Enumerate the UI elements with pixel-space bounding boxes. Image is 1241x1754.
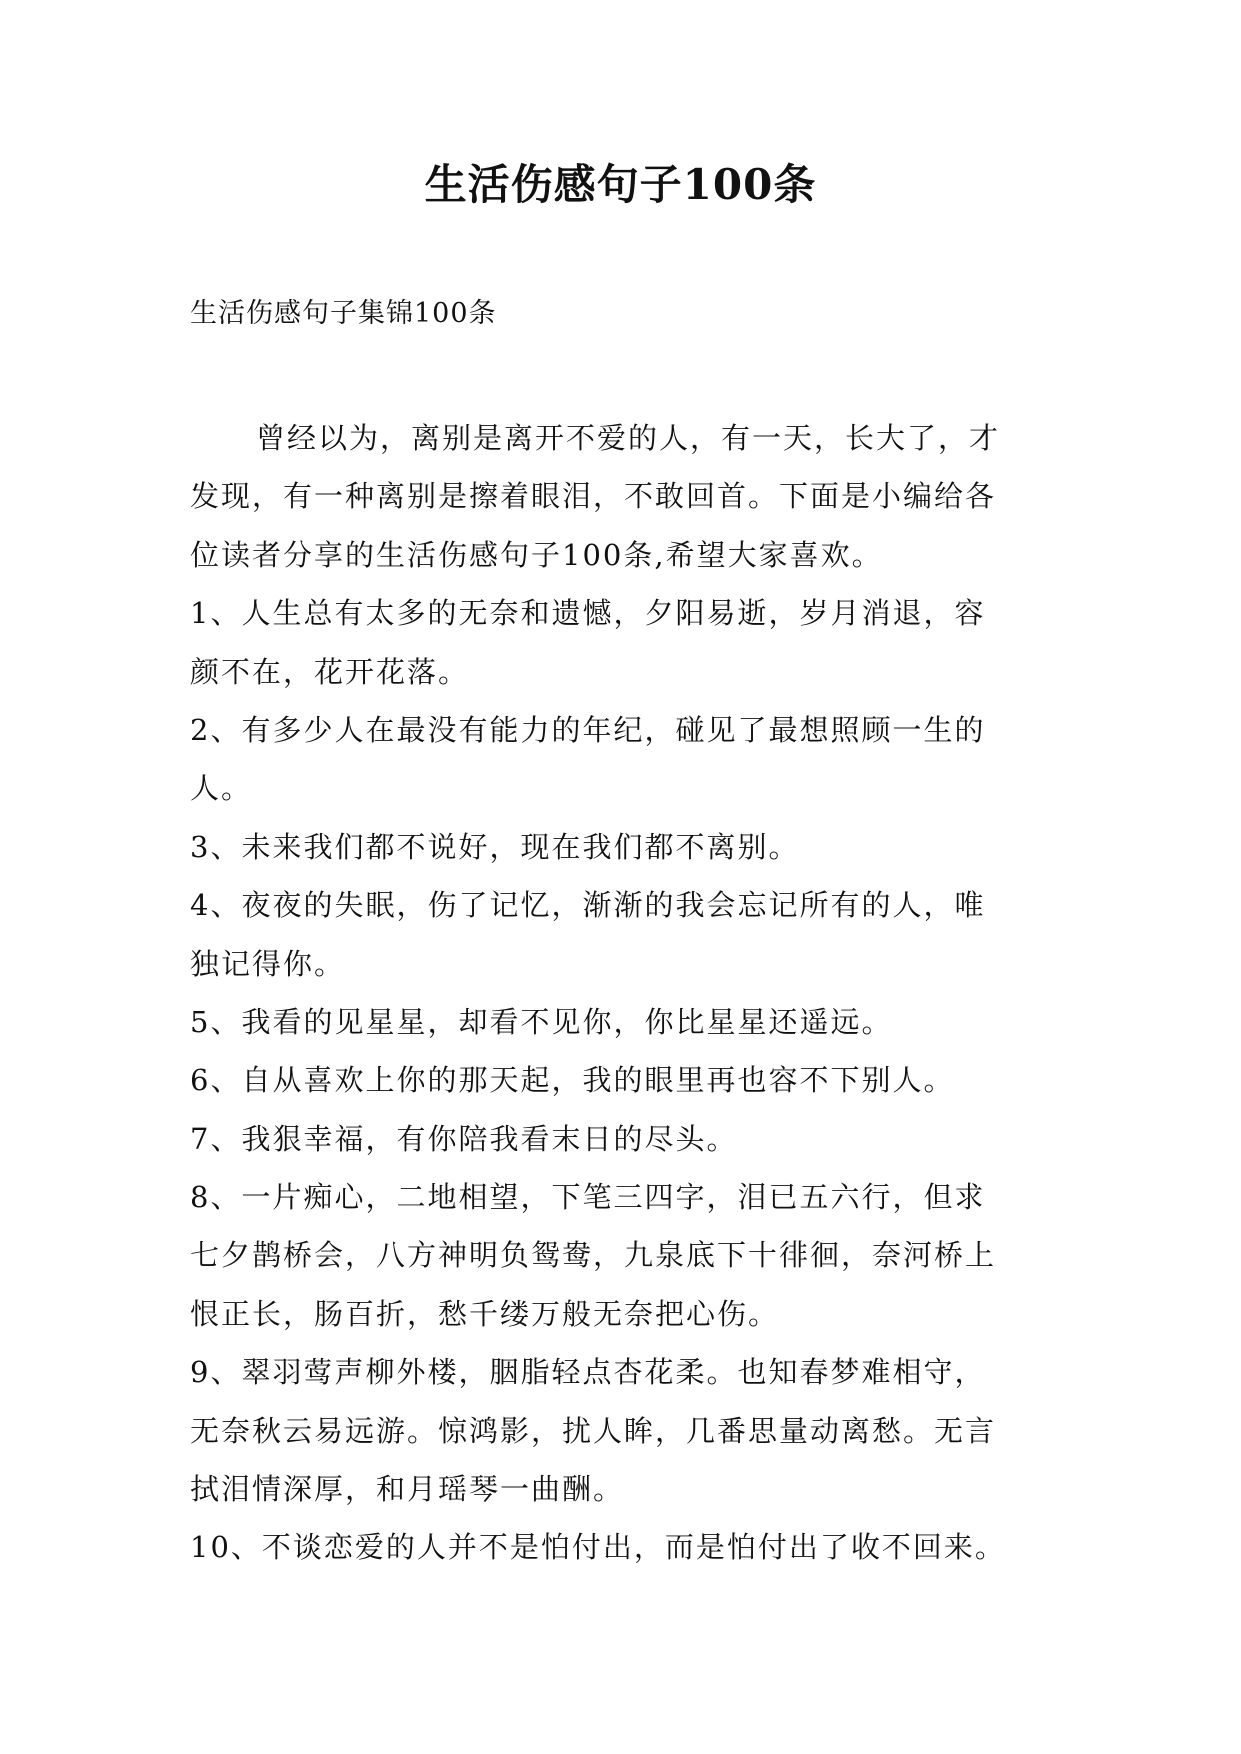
sentence-line: 恨正长，肠百折，愁千缕万般无奈把心伤。	[190, 1296, 780, 1331]
sentence-line: 4、夜夜的失眠，伤了记忆，渐渐的我会忘记所有的人，唯	[190, 888, 986, 923]
sentence-line: 拭泪情深厚，和月瑶琴一曲酬。	[190, 1472, 625, 1507]
document-subtitle: 生活伤感句子集锦100条	[190, 298, 497, 329]
sentence-line: 8、一片痴心，二地相望，下笔三四字，泪已五六行，但求	[190, 1180, 986, 1215]
sentence-line: 无奈秋云易远游。惊鸿影，扰人眸，几番思量动离愁。无言	[190, 1413, 997, 1448]
sentence-line: 颜不在，花开花落。	[190, 654, 470, 689]
sentence-line: 1、人生总有太多的无奈和遗憾，夕阳易逝，岁月消退，容	[190, 596, 986, 631]
sentence-line: 3、未来我们都不说好，现在我们都不离别。	[190, 829, 800, 864]
document-title: 生活伤感句子100条	[424, 160, 817, 209]
sentence-line: 独记得你。	[190, 946, 346, 981]
intro-line: 发现，有一种离别是擦着眼泪，不敢回首。下面是小编给各	[190, 479, 997, 514]
sentence-line: 6、自从喜欢上你的那天起，我的眼里再也容不下别人。	[190, 1063, 955, 1098]
sentence-line: 9、翠羽莺声柳外楼，胭脂轻点杏花柔。也知春梦难相守，	[190, 1355, 986, 1390]
sentence-line: 5、我看的见星星，却看不见你，你比星星还遥远。	[190, 1004, 893, 1039]
sentence-line: 人。	[190, 771, 253, 806]
intro-line: 曾经以为，离别是离开不爱的人，有一天，长大了，才	[256, 421, 1001, 455]
body-text	[190, 409, 1070, 1577]
sentence-line: 2、有多少人在最没有能力的年纪，碰见了最想照顾一生的	[190, 712, 986, 747]
sentence-line: 7、我狠幸福，有你陪我看末日的尽头。	[190, 1121, 738, 1156]
intro-line: 位读者分享的生活伤感句子100条,希望大家喜欢。	[190, 537, 883, 572]
sentence-line: 七夕鹊桥会，八方神明负鸳鸯，九泉底下十徘徊，奈河桥上	[190, 1238, 997, 1273]
sentence-line: 10、不谈恋爱的人并不是怕付出，而是怕付出了收不回来。	[190, 1530, 1006, 1565]
